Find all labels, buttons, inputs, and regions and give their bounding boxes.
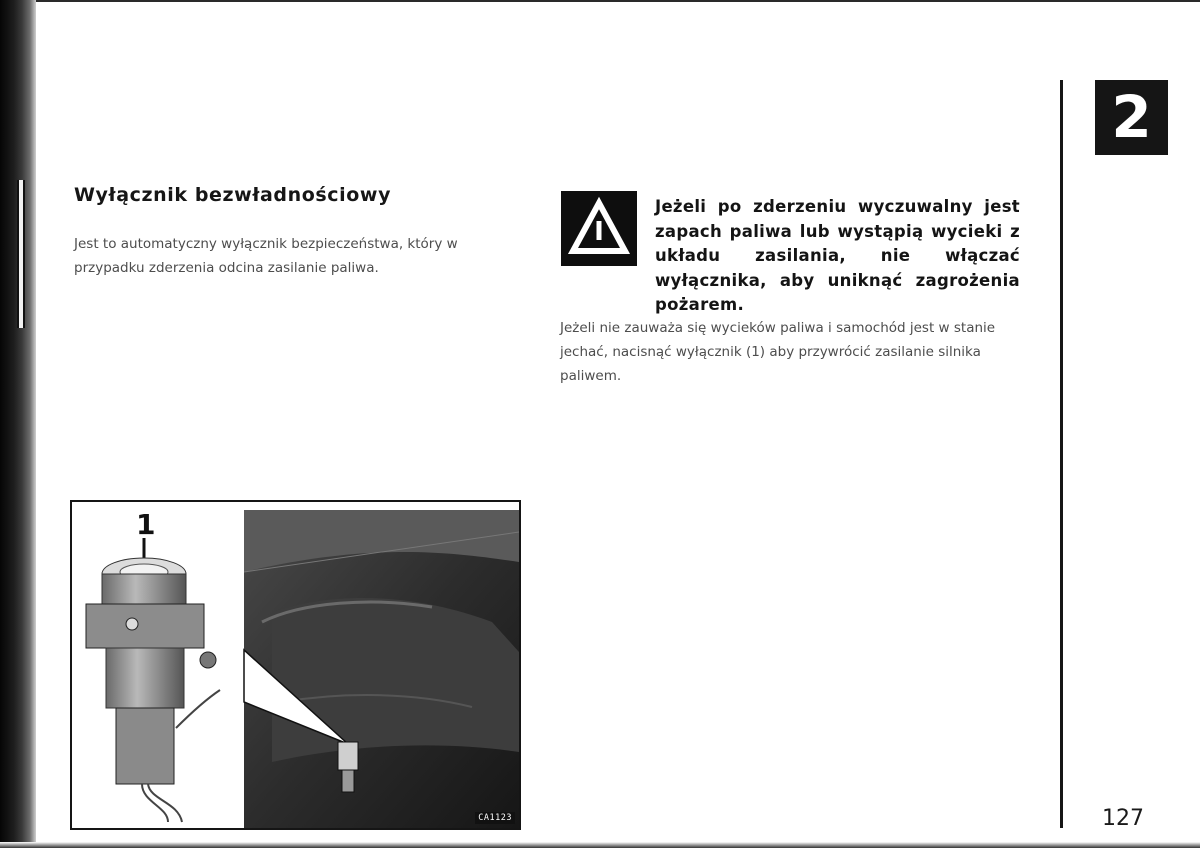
chapter-number-badge: 2 (1095, 80, 1168, 155)
chapter-rule (1060, 80, 1063, 828)
description-paragraph: Jest to automatyczny wyłącznik bezpieczeństwa, który w przypadku zderzenia odcina zasilanie paliwa. (74, 236, 458, 276)
page-number: 127 (1102, 806, 1144, 831)
figure-code: CA1123 (475, 812, 515, 824)
bottom-edge-shadow (0, 842, 1200, 848)
instruction-paragraph: Jeżeli nie zauważa się wycieków paliwa i samochód jest w stanie jechać, nacisnąć wyłącznik (1) aby przywrócić zasilanie silnika paliwem. (560, 320, 996, 384)
inertia-switch-figure (70, 500, 521, 830)
callout-label-1: 1 (136, 508, 156, 541)
book-spine-shadow (0, 0, 36, 848)
page-edge-marker (17, 180, 25, 328)
top-edge-line (36, 0, 1200, 2)
section-title: Wyłącznik bezwładnościowy (74, 184, 392, 206)
warning-text: Jeżeli po zderzeniu wyczuwalny jest zapach paliwa lub wystąpią wycieki z układu zasilania, nie włączać wyłącznika, aby uniknąć zagrożenia pożarem. (655, 197, 1020, 314)
figure-illustration (72, 502, 519, 828)
warning-triangle-icon (561, 191, 637, 266)
